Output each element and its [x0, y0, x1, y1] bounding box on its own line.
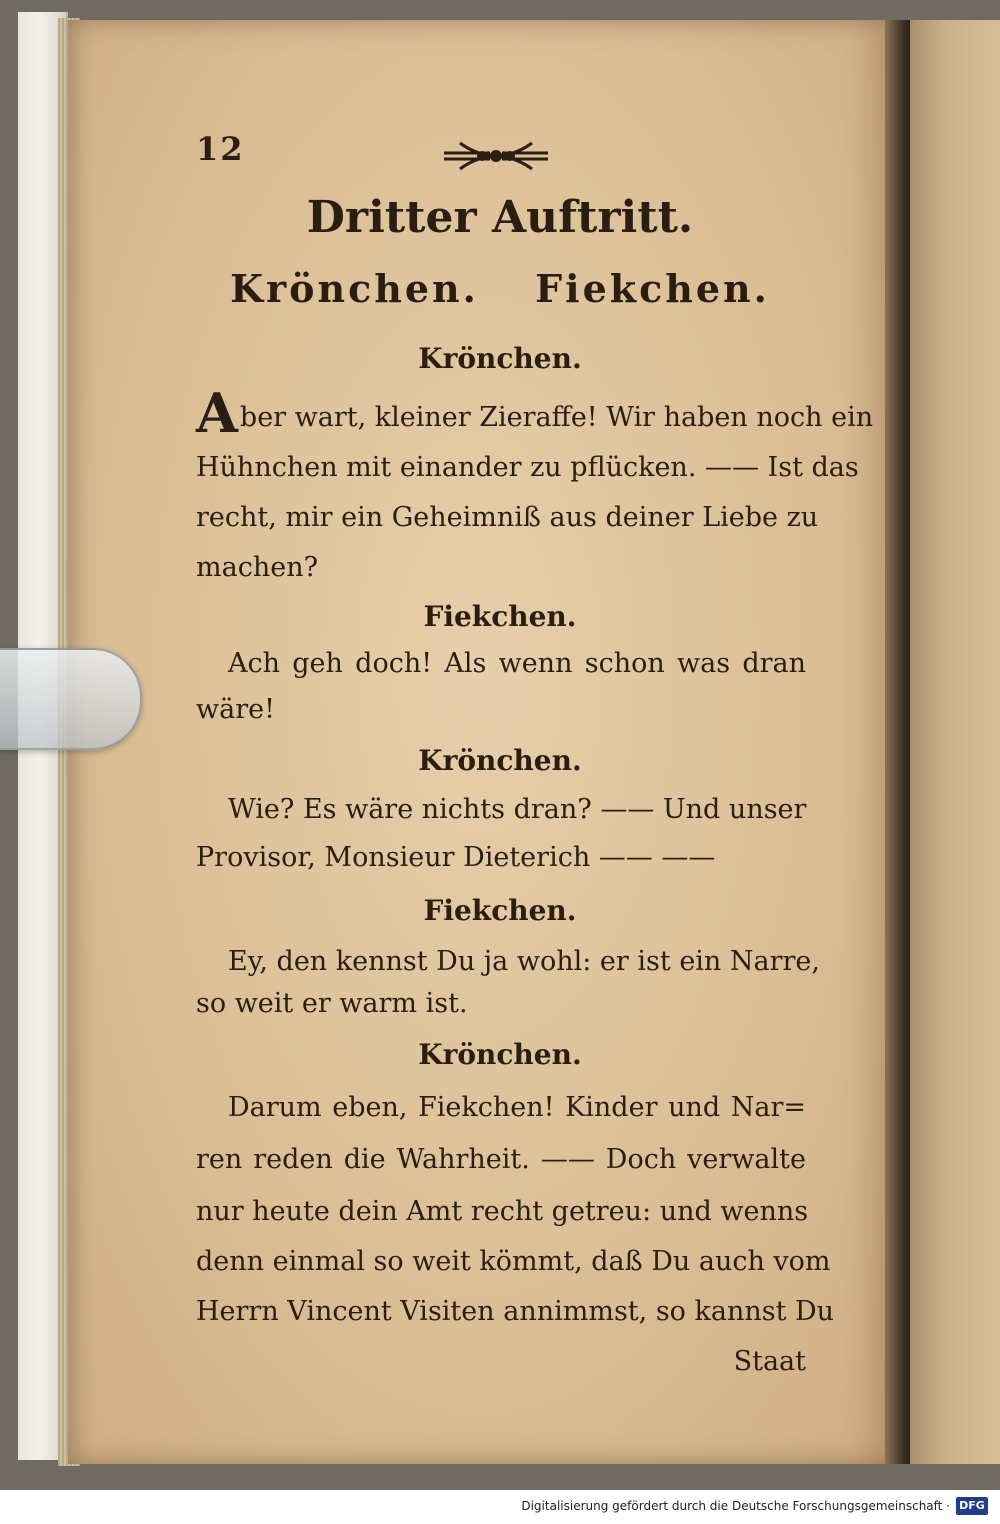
footer-credit: Digitalisierung gefördert durch die Deutsche Forschungsgemeinschaft · — [521, 1499, 950, 1513]
catchword: Staat — [733, 1346, 806, 1377]
text-line: machen? — [196, 552, 319, 583]
text-line: Hühnchen mit einander zu pflücken. —— Ist das — [196, 452, 859, 483]
text-line: recht, mir ein Geheimniß aus deiner Liebe zu — [196, 502, 819, 533]
speaker-label: Krönchen. — [418, 1038, 582, 1071]
text-line: wäre! — [196, 694, 275, 725]
text-line: Herrn Vincent Visiten annimmst, so kannst Du — [196, 1296, 835, 1327]
text-line: ren reden die Wahrheit. —— Doch verwalte — [196, 1144, 806, 1175]
scene-title: Dritter Auftritt. — [306, 192, 694, 243]
speaker-label: Krönchen. — [418, 744, 582, 777]
ornament-vignette-icon — [440, 135, 552, 177]
text-line — [196, 381, 874, 445]
text-line: Wie? Es wäre nichts dran? —— Und unser — [228, 794, 807, 825]
character-name: Fiekchen. — [535, 266, 770, 311]
speaker-label: Fiekchen. — [423, 600, 577, 633]
text-line: Provisor, Monsieur Dieterich —— —— — [196, 842, 716, 873]
text-line: Darum eben, Fiekchen! Kinder und Nar= — [228, 1092, 806, 1123]
dfg-logo-icon: DFG — [956, 1497, 988, 1515]
scene-characters — [0, 266, 1000, 311]
text-line: so weit er warm ist. — [196, 988, 468, 1019]
text-line: Ey, den kennst Du ja wohl: er ist ein Narre, — [228, 946, 820, 977]
drop-cap: A — [196, 381, 238, 445]
page-number: 12 — [196, 130, 245, 168]
text-line: denn einmal so weit kömmt, daß Du auch vom — [196, 1246, 831, 1277]
speaker-label: Fiekchen. — [423, 894, 577, 927]
speaker-label: Krönchen. — [418, 342, 582, 375]
page-clip — [0, 648, 142, 750]
text-line: Ach geh doch! Als wenn schon was dran — [228, 648, 806, 679]
text-line: nur heute dein Amt recht getreu: und wenns — [196, 1196, 809, 1227]
character-name: Krönchen. — [230, 266, 479, 311]
text-line-content: ber wart, kleiner Zieraffe! Wir haben noch ein — [239, 402, 874, 433]
